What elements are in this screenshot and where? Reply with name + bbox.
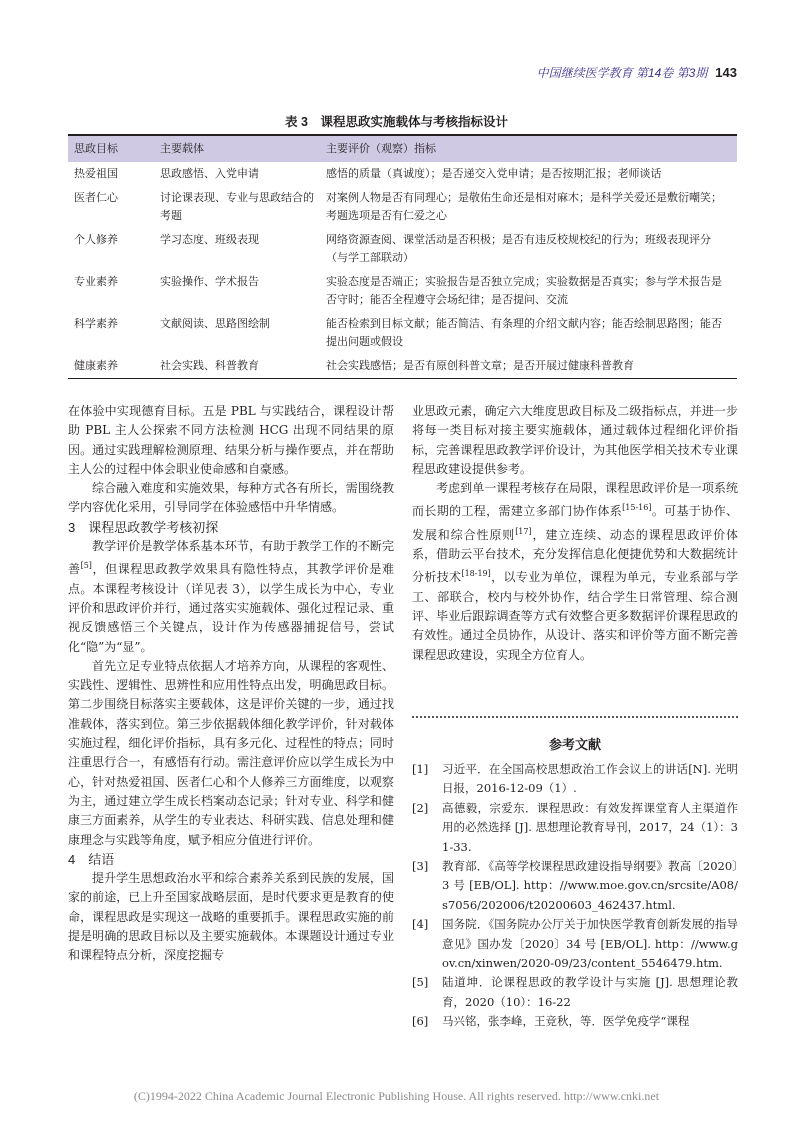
table-cell: 社会实践、科普教育 <box>154 354 320 379</box>
paragraph <box>412 479 738 665</box>
section-heading: 4 结语 <box>68 851 115 867</box>
table-row <box>68 162 737 186</box>
reference-item <box>412 857 738 915</box>
left-column <box>68 402 394 966</box>
section-divider <box>412 716 738 718</box>
table-cell: 讨论课表现、专业与思政结合的考题 <box>160 192 314 222</box>
paragraph: 在体验中实现德育目标。五是 PBL 与实践结合，课程设计帮助 PBL 主人公探索不同方法检测 HCG 出现不同结果的原因。通过实践理解检测原理、结果分析与操作要点，并在帮助主人公的过程中体会职业使命感和自豪感。 <box>68 404 394 476</box>
copyright-footer: (C)1994-2022 China Academic Journal Electronic Publishing House. All rights reserved. http://www.cnki.net <box>133 1089 660 1103</box>
table-row <box>68 312 737 354</box>
table-row <box>68 228 737 270</box>
reference-number: [3] <box>412 859 429 874</box>
paragraph: 综合融入难度和实施效果，每种方式各有所长，需围绕教学内容优化采用，引导同学在体验感悟中升华情感。 <box>68 481 394 515</box>
evaluation-table <box>68 134 737 379</box>
paragraph <box>68 537 394 657</box>
reference-number: [5] <box>412 975 429 990</box>
paragraph: 首先立足专业特点依据人才培养方向，从课程的客观性、实践性、逻辑性、思辨性和应用性特点出发，明确思政目标。第二步围绕目标落实主要载体，这是评价关键的一步，通过找准载体，落实到位。第三步依据载体细化教学评价，针对载体实施过程，细化评价指标，具有多元化、过程性的特点；同时注重思行合一，有感悟有行动。需注意评价应以学生成长为中心，针对热爱祖国、医者仁心和个人修养三方面维度，以观察为主，通过建立学生成长档案动态记录；针对专业、科学和健康三方面素养，从学生的专业表达、科研实践、信息处理和健康理念与实践等角度，赋予相应分值进行评价。 <box>68 658 394 847</box>
reference-item <box>412 760 738 799</box>
reference-item <box>412 799 738 857</box>
table-cell: 对案例人物是否有同理心；是敬佑生命还是相对麻木；是科学关爱还是敷衍嘲笑；考题选项是否有仁爱之心 <box>326 192 722 222</box>
table-cell: 热爱祖国 <box>74 168 118 180</box>
reference-item <box>412 1012 738 1031</box>
reference-number: [6] <box>412 1014 429 1029</box>
table-row <box>68 354 737 379</box>
reference-item <box>412 915 738 973</box>
text-run: 考虑到单一课程考核存在局限，课程思政评价是一项系统而长期的工程，需建立多部门协作体系 <box>412 481 738 519</box>
reference-list <box>412 760 738 1032</box>
reference-number: [2] <box>412 800 429 815</box>
table-row <box>68 186 737 228</box>
table-caption: 表 3 课程思政实施载体与考核指标设计 <box>285 115 508 129</box>
reference-text: 国务院．《国务院办公厅关于加快医学教育创新发展的指导意见》国办发〔2020〕34 号 [EB/OL]. http：//www.gov.cn/xinwen/2020-09/23/content_5546479.htm. <box>442 917 738 971</box>
text-run: 。可基于协作、发展和综合性原则 <box>412 504 738 542</box>
table-cell: 感悟的质量（真诚度）；是否递交入党申请；是否按期汇报；老师谈话 <box>326 168 662 180</box>
citation: [5] <box>80 561 92 571</box>
table-cell: 个人修养 <box>74 234 118 246</box>
text-run: ，建立连续、动态的课程思政评价体系，借助云平台技术，充分发挥信息化便捷优势和大数据统计分析技术 <box>412 527 738 585</box>
table-cell: 网络资源查阅、课堂活动是否积极；是否有违反校规校纪的行为；班级表现评分（与学工部联动） <box>326 234 711 264</box>
column-header: 思政目标 <box>68 135 154 162</box>
citation: [17] <box>515 526 532 536</box>
text-run: 教学评价是教学体系基本环节，有助于教学工作的不断完善 <box>68 539 394 577</box>
table-cell: 实验操作、学术报告 <box>160 276 259 288</box>
reference-number: [1] <box>412 762 429 776</box>
table-cell: 思政感悟、入党申请 <box>160 168 259 180</box>
table-cell: 学习态度、班级表现 <box>160 234 259 246</box>
reference-number: [4] <box>412 917 429 932</box>
right-column <box>412 402 738 665</box>
reference-text: 马兴铭，张李峰，王竞秋，等．医学免疫学“课程 <box>442 1014 690 1029</box>
reference-text: 教育部．《高等学校课程思政建设指导纲要》教高〔2020〕3 号 [EB/OL]. http：//www.moe.gov.cn/srcsite/A08/s7056/202006/t20200603_462437.html. <box>442 859 738 912</box>
table-cell: 医者仁心 <box>74 192 118 204</box>
table-row <box>68 270 737 312</box>
citation: [15-16] <box>622 503 652 513</box>
text-run: ，以专业为单位，课程为单元，专业系部与学工、部联合，校内与校外协作，结合学生日常管理、综合测评、毕业后跟踪调查等方式有效整合更多数据评价课程思政的有效性。通过全员协作，从设计、落实和评价等方面不断完善课程思政建设，实现全方位育人。 <box>412 570 738 662</box>
reference-text: 高德毅，宗爱东．课程思政：有效发挥课堂育人主渠道作用的必然选择 [J]. 思想理论教育导刊，2017，24（1）：31-33. <box>442 800 738 854</box>
column-header: 主要评价（观察）指标 <box>320 135 737 162</box>
paragraph: 业思政元素，确定六大维度思政目标及二级指标点，并进一步将每一类目标对接主要实施载体，通过载体过程细化评价指标，完善课程思政教学评价设计，为其他医学相关技术专业课程思政建设提供参考。 <box>412 404 738 476</box>
page-number: 143 <box>715 65 737 80</box>
reference-item <box>412 973 738 1012</box>
running-header <box>537 64 737 81</box>
paragraph: 提升学生思想政治水平和综合素养关系到民族的发展，国家的前途，已上升至国家战略层面，是时代要求更是教育的使命，课程思政是实现这一战略的重要抓手。课程思政实施的前提是明确的思政目标以及主要实施载体。本课题设计通过专业和课程特点分析，深度挖掘专 <box>68 871 394 963</box>
table-cell: 文献阅读、思路图绘制 <box>160 318 270 330</box>
section-heading: 3 课程思政教学考核初探 <box>68 519 219 535</box>
references-heading: 参考文献 <box>548 737 601 752</box>
table-cell: 专业素养 <box>74 276 118 288</box>
column-header: 主要载体 <box>154 135 320 162</box>
reference-text: 陆道坤．论课程思政的教学设计与实施 [J]. 思想理论教育，2020（10）：16-22 <box>442 975 738 1009</box>
text-run: ，但课程思政教学效果具有隐性特点，其教学评价是难点。本课程考核设计（详见表 3），以学生成长为中心，专业评价和思政评价并行，通过落实实施载体、强化过程记录、重视反馈感悟三个关键点，设计作为传感器捕捉信号，尝试化“隐”为“显”。 <box>68 562 394 654</box>
journal-name: 中国继续医学教育 第14卷 第3期 <box>536 66 708 80</box>
table-cell: 社会实践感悟；是否有原创科普文章；是否开展过健康科普教育 <box>320 354 737 379</box>
citation: [18-19] <box>461 569 491 579</box>
table-cell: 能否检索到目标文献；能否简洁、有条理的介绍文献内容；能否绘制思路图；能否提出问题或假设 <box>326 318 722 348</box>
reference-text: 习近平．在全国高校思想政治工作会议上的讲话[N]. 光明日报，2016-12-09（1）. <box>442 762 738 796</box>
table-cell: 实验态度是否端正；实验报告是否独立完成；实验数据是否真实；参与学术报告是否守时；能否全程遵守会场纪律；是否提问、交流 <box>326 276 722 306</box>
table-header-row <box>68 135 737 162</box>
table-cell: 健康素养 <box>68 354 154 379</box>
table-cell: 科学素养 <box>74 318 118 330</box>
